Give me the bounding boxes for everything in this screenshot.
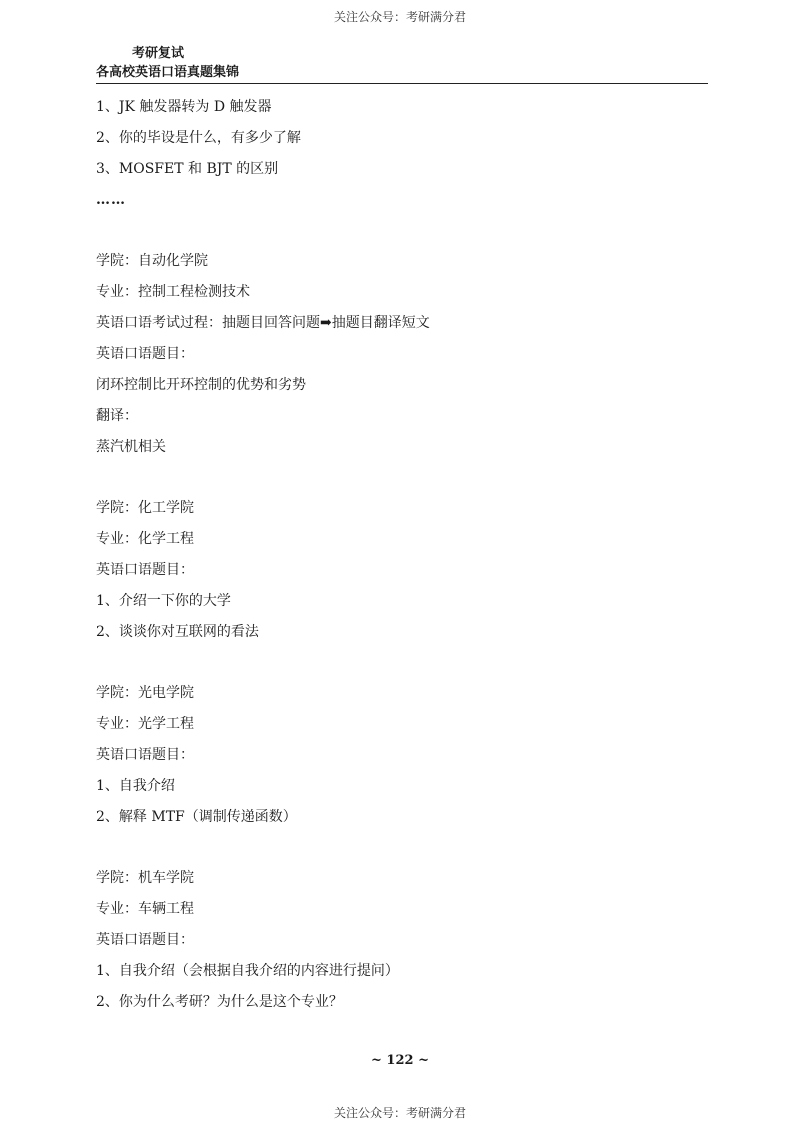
watermark-top: 关注公众号：考研满分君 — [333, 10, 466, 24]
intro-line: 3、MOSFET 和 BJT 的区别 — [96, 161, 279, 177]
major-line: 专业：化学工程 — [96, 531, 194, 547]
question-line: 闭环控制比开环控制的优势和劣势 — [96, 377, 306, 393]
question-line: 2、谈谈你对互联网的看法 — [96, 624, 259, 640]
major-line: 专业：控制工程检测技术 — [96, 284, 250, 300]
page-number: ~ 122 ~ — [371, 1053, 429, 1068]
questions-heading: 英语口语题目： — [96, 932, 194, 948]
section-optoelectronic — [96, 678, 708, 833]
questions-heading: 英语口语题目： — [96, 747, 194, 763]
question-line: 1、自我介绍（会根据自我介绍的内容进行提问） — [96, 963, 399, 979]
college-line: 学院：化工学院 — [96, 500, 194, 516]
spacer — [96, 463, 708, 493]
question-line: 2、解释 MTF（调制传递函数） — [96, 809, 297, 825]
college-line: 学院：光电学院 — [96, 685, 194, 701]
spacer — [96, 648, 708, 678]
questions-heading: 英语口语题目： — [96, 562, 194, 578]
header-title: 各高校英语口语真题集锦 — [96, 65, 240, 80]
college-line: 学院：机车学院 — [96, 870, 194, 886]
question-line: 1、自我介绍 — [96, 778, 175, 794]
intro-line: 2、你的毕设是什么，有多少了解 — [96, 130, 301, 146]
ellipsis: …… — [96, 192, 126, 208]
questions-heading: 英语口语题目： — [96, 346, 194, 362]
major-line: 专业：光学工程 — [96, 716, 194, 732]
question-line: 2、你为什么考研？为什么是这个专业？ — [96, 994, 343, 1010]
spacer — [96, 833, 708, 863]
section-chemical — [96, 493, 708, 648]
translation-line: 蒸汽机相关 — [96, 439, 166, 455]
process-line: 英语口语考试过程：抽题目回答问题➡抽题目翻译短文 — [96, 315, 430, 331]
intro-line: 1、JK 触发器转为 D 触发器 — [96, 99, 272, 115]
watermark-bottom: 关注公众号：考研满分君 — [333, 1106, 466, 1120]
college-line: 学院：自动化学院 — [96, 253, 208, 269]
document-body — [96, 92, 708, 1018]
translation-heading: 翻译： — [96, 408, 138, 424]
page-header — [96, 44, 708, 84]
spacer — [96, 216, 708, 246]
header-supertitle: 考研复试 — [132, 46, 185, 61]
section-automation — [96, 246, 708, 463]
question-line: 1、介绍一下你的大学 — [96, 593, 231, 609]
major-line: 专业：车辆工程 — [96, 901, 194, 917]
section-locomotive — [96, 863, 708, 1018]
